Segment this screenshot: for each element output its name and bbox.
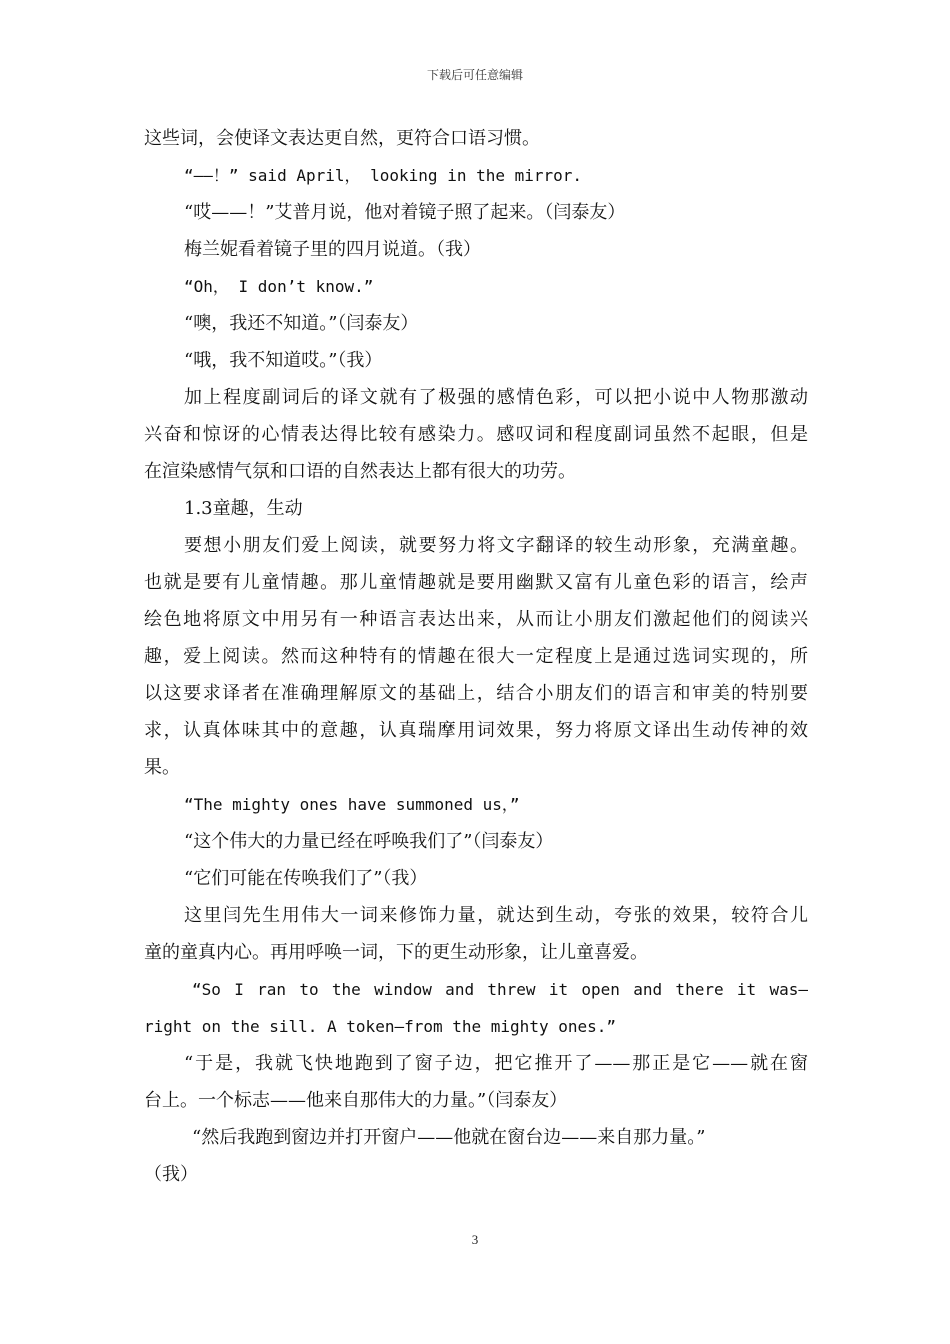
text-line: 童的童真内心。再用呼唤一词，下的更生动形象，让儿童喜爱。 xyxy=(144,942,648,963)
text-line: 求，认真体味其中的意趣，认真瑞摩用词效果，努力将原文译出生动传神的效 xyxy=(144,720,808,741)
text-line: “哦，我不知道哎。”（我） xyxy=(184,350,383,371)
text-line: “噢，我还不知道。”（闫泰友） xyxy=(184,313,419,334)
text-line: 加上程度副词后的译文就有了极强的感情色彩，可以把小说中人物那激动 xyxy=(184,387,808,408)
text-line: 趣，爱上阅读。然而这种特有的情趣在很大一定程度上是通过选词实现的，所 xyxy=(144,646,808,667)
text-line: 这些词，会使译文表达更自然，更符合口语习惯。 xyxy=(144,128,540,149)
text-line: 绘色地将原文中用另有一种语言表达出来，从而让小朋友们激起他们的阅读兴 xyxy=(144,609,808,630)
text-line: 兴奋和惊讶的心情表达得比较有感染力。感叹词和程度副词虽然不起眼，但是 xyxy=(144,424,808,445)
section-heading: 1.3童趣，生动 xyxy=(184,498,303,519)
text-line: “这个伟大的力量已经在呼唤我们了”（闫泰友） xyxy=(184,831,554,852)
text-line: 梅兰妮看着镜子里的四月说道。（我） xyxy=(184,239,481,260)
text-line: 这里闫先生用伟大一词来修饰力量，就达到生动，夸张的效果，较符合儿 xyxy=(184,905,808,926)
text-line: 也就是要有儿童情趣。那儿童情趣就是要用幽默又富有儿童色彩的语言，绘声 xyxy=(144,572,808,593)
text-line: 要想小朋友们爱上阅读，就要努力将文字翻译的较生动形象，充满童趣。 xyxy=(184,535,808,556)
text-line: “Oh， I don’t know.” xyxy=(184,277,374,296)
text-line: “然后我跑到窗边并打开窗户——他就在窗台边——来自那力量。” xyxy=(192,1127,706,1148)
page-header: 下载后可任意编辑 xyxy=(426,68,523,82)
text-line: “So I ran to the window and threw it open and there it was— xyxy=(192,980,808,999)
text-line: 果。 xyxy=(144,757,180,778)
text-line: “于是，我就飞快地跑到了窗子边，把它推开了——那正是它——就在窗 xyxy=(184,1053,808,1074)
text-line: “The mighty ones have summoned us，” xyxy=(184,795,520,814)
text-line: 台上。一个标志——他来自那伟大的力量。”（闫泰友） xyxy=(144,1090,568,1111)
text-line: （我） xyxy=(144,1164,198,1185)
page-number: 3 xyxy=(471,1232,479,1247)
text-line: 在渲染感情气氛和口语的自然表达上都有很大的功劳。 xyxy=(144,461,576,482)
text-line: 以这要求译者在准确理解原文的基础上，结合小朋友们的语言和审美的特别要 xyxy=(144,683,808,704)
text-line: “哎——！”艾普月说，他对着镜子照了起来。（闫泰友） xyxy=(184,202,626,223)
text-line: right on the sill. A token—from the mighty ones.” xyxy=(144,1017,617,1036)
text-line: “——！” said April， looking in the mirror. xyxy=(184,166,583,185)
document-body xyxy=(144,120,808,1193)
text-line: “它们可能在传唤我们了”（我） xyxy=(184,868,428,889)
